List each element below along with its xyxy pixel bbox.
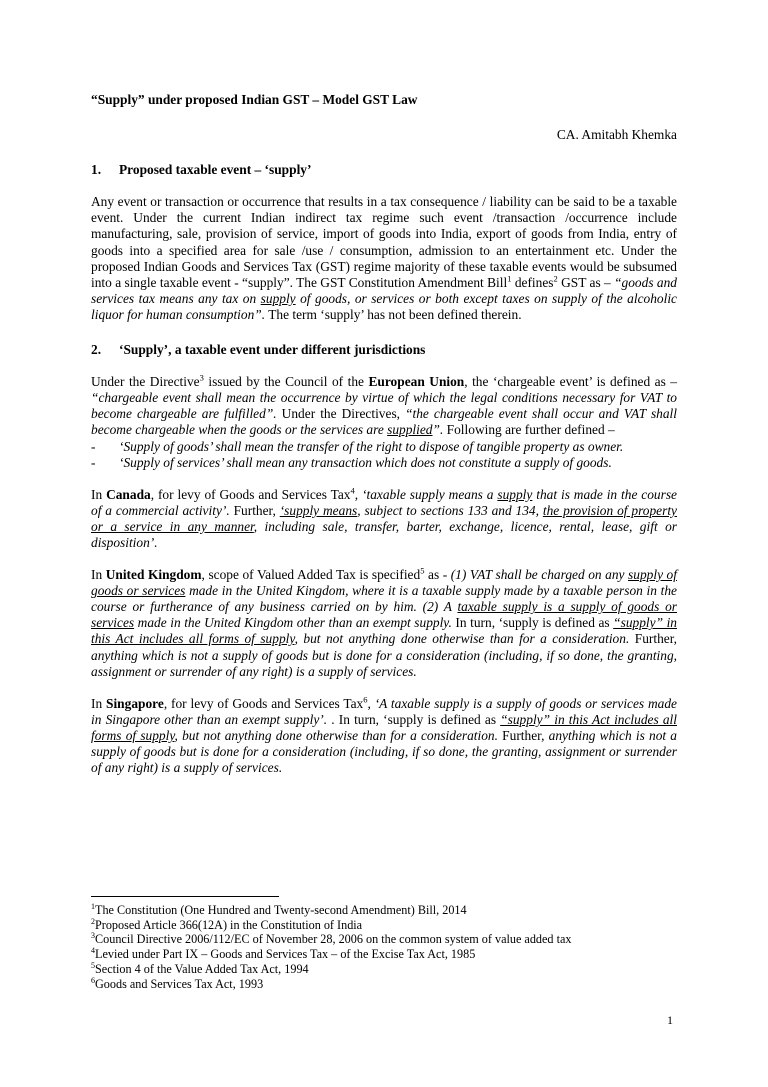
footnote-ref[interactable]: 1 [507, 273, 512, 284]
text: Any event or transaction or occurrence that results in a tax consequence / liability can be said to be a taxable event. Under the current Indian indirect tax regime such event /transaction /occurrence include manufacturing, sale, provision of service, import of goods into India, export of goods from India, entry of goods into a specified area for sale /use / consumption, admission to an entertainment etc. Under the proposed Indian Goods and Services Tax (GST) regime majority of these taxable events would be subsumed into a single taxable event - “supply”. The GST Constitution Amendment Bill [91, 194, 677, 290]
footnote-ref[interactable]: 2 [553, 273, 558, 284]
document-body [91, 92, 677, 776]
section-1-paragraph [91, 194, 677, 323]
footnote-ref[interactable]: 3 [199, 372, 204, 383]
footnote: $^1$The Constitution (One Hundred and Twenty-second Amendment) Bill, 2014 [91, 901, 467, 917]
canada-paragraph: In Canada, for levy of Goods and Services Tax$^4$, ‘taxable supply means a supply that is made in the course of a commercial activity’. Further, ‘supply means, subject to sections 133 and 134, the provision of property or a service in any manner, including sale, transfer, barter, exchange, licence, rental, lease, gift or disposition’. [91, 485, 677, 550]
footnote-ref[interactable]: 6 [363, 694, 368, 705]
quote: “goods and services tax means any tax on supply of goods, or services or both except taxes on supply of the alcoholic liquor for human consumption”. [91, 274, 677, 322]
footnote: $^2$Proposed Article 366(12A) in the Constitution of India [91, 916, 363, 932]
uk-paragraph: In United Kingdom, scope of Valued Added Tax is specified$^5$ as - (1) VAT shall be charged on any supply of goods or services made in the United Kingdom, where it is a taxable supply made by a taxable person in the course or furtherance of any business carried on by him. (2) A taxable supply is a supply of goods or services made in the United Kingdom other than an exempt supply. In turn, ‘supply is defined as “supply” in this Act includes all forms of supply, but not anything done otherwise than for a consideration. Further, anything which is not a supply of goods but is done for a consideration (including, if so done, the granting, assignment or surrender of any right) is a supply of services. [91, 565, 678, 679]
section-number: 2. [91, 342, 102, 358]
footnote-ref[interactable]: 4 [350, 485, 355, 496]
footnotes [91, 903, 571, 991]
text: The term ‘supply’ has not been defined therein. [265, 306, 522, 322]
footnote: $^6$Goods and Services Tax Act, 1993 [91, 975, 264, 991]
text: GST as – [557, 274, 615, 290]
list-item: - ‘Supply of goods’ shall mean the transfer of the right to dispose of tangible property as owner. [91, 438, 624, 454]
singapore-paragraph: In Singapore, for levy of Goods and Services Tax$^6$, ‘A taxable supply is a supply of goods or services made in Singapore other than an exempt supply’. . In turn, ‘supply is defined as “supply” in this Act includes all forms of supply, but not anything done otherwise than for a consideration. Further, anything which is not a supply of goods but is done for a consideration (including, if so done, the granting, assignment or surrender of any right) is a supply of services. [91, 694, 678, 776]
section-2-heading [91, 342, 677, 358]
footnote-divider [91, 896, 279, 897]
text: defines [511, 274, 554, 290]
page-number: 1 [667, 1013, 673, 1027]
document-title: “Supply” under proposed Indian GST – Model GST Law [91, 92, 418, 107]
definition-list [91, 439, 677, 471]
footnote: $^3$Council Directive 2006/112/EC of November 28, 2006 on the common system of value added tax [91, 931, 572, 947]
section-title: ‘Supply’, a taxable event under different jurisdictions [119, 342, 426, 358]
list-item: - ‘Supply of services’ shall mean any transaction which does not constitute a supply of goods. [91, 454, 612, 470]
eu-paragraph: Under the Directive$^3$ issued by the Council of the European Union, the ‘chargeable event’ is defined as – “chargeable event shall mean the occurrence by virtue of which the legal conditions necessary for VAT to become chargeable are fulfilled”. Under the Directives, “the chargeable event shall occur and VAT shall become chargeable when the goods or the services are supplied”. Following are further defined – [91, 372, 677, 438]
section-number: 1. [91, 162, 102, 178]
section-1-heading [91, 162, 677, 178]
author-name: CA. Amitabh Khemka [556, 127, 677, 143]
footnote-ref[interactable]: 5 [420, 565, 425, 576]
footnote: $^4$Levied under Part IX – Goods and Services Tax – of the Excise Tax Act, 1985 [91, 946, 476, 962]
section-title: Proposed taxable event – ‘supply’ [119, 162, 312, 178]
footnote: $^5$Section 4 of the Value Added Tax Act, 1994 [91, 960, 309, 976]
